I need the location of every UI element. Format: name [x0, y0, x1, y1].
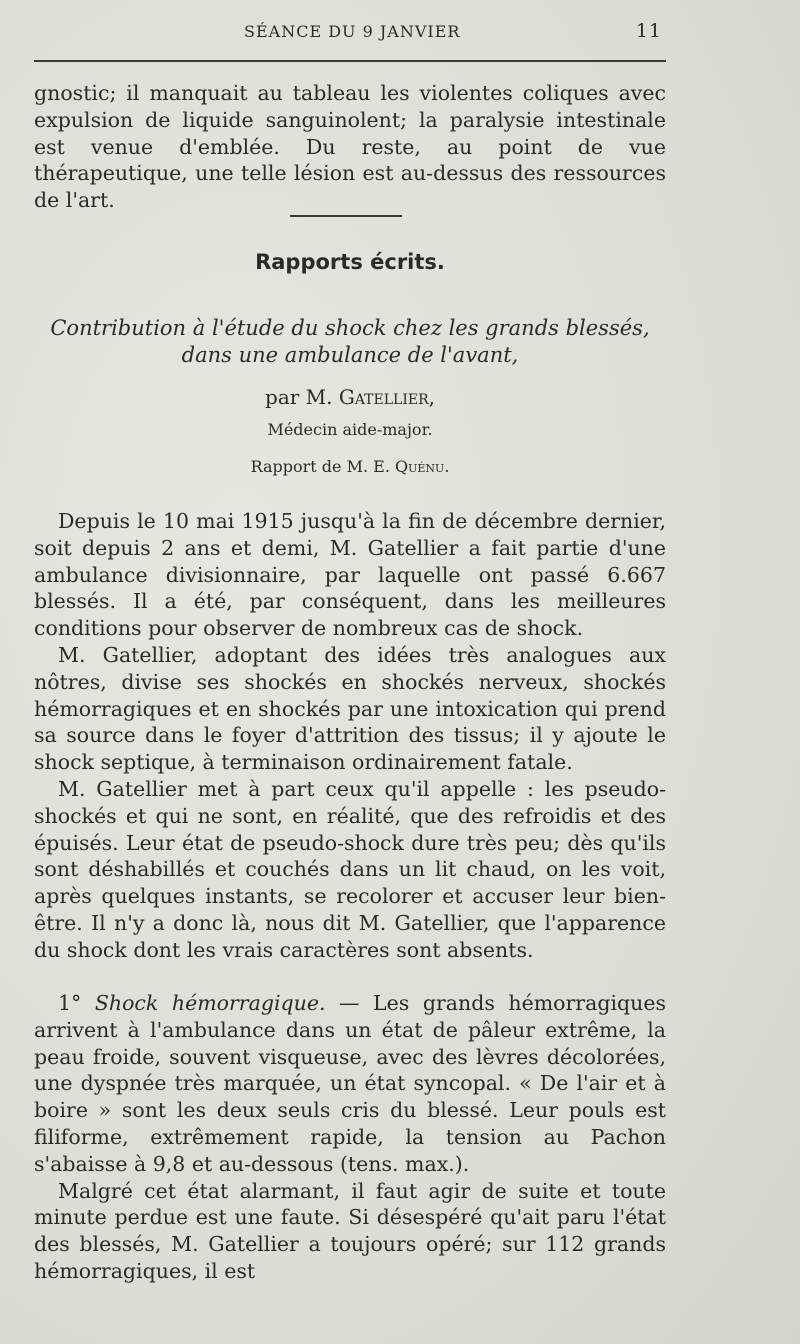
running-header [34, 20, 666, 50]
header-rule [34, 60, 666, 62]
byline-prefix: par M. [265, 385, 333, 409]
author-role: Médecin aide-major. [267, 420, 433, 439]
shock-heading: Shock hémorragique. [94, 991, 326, 1015]
shock-paragraph [34, 990, 666, 1178]
intro-paragraph: gnostic; il manquait au tableau les violentes coliques avec expulsion de liquide sanguinolent; la paralysie intestinale est venue d'emblée. Du reste, au point de vue thérapeutique, une telle lésion est au-dessus des ressources de l'art. [34, 81, 666, 213]
article-title [34, 315, 666, 369]
paragraph-1: Depuis le 10 mai 1915 jusqu'à la fin de décembre dernier, soit depuis 2 ans et demi, M. Gatellier a fait partie d'une ambulance divisionnaire, par laquelle ont passé 6.667 blessés. Il a été, par conséquent, dans les meilleures conditions pour observer de nombreux cas de shock. [34, 509, 666, 641]
paragraph-2: M. Gatellier, adoptant des idées très analogues aux nôtres, divise ses shockés en shockés nerveux, shockés hémorragiques et en shockés par une intoxication qui prend sa source dans le foyer d'attrition des tissus; il y ajoute le shock septique, à terminaison ordinairement fatale. [34, 642, 666, 775]
author-name: Gatellier, [338, 385, 435, 409]
reporter-name: Quénu. [395, 457, 450, 476]
section-divider [290, 215, 402, 217]
final-paragraph: Malgré cet état alarmant, il faut agir de suite et toute minute perdue est une faute. Si désespéré qu'ait paru l'état des blessés, M. Gatellier a toujours opéré; sur 112 grands hémorragiques, il est [34, 1178, 666, 1283]
byline [34, 385, 666, 409]
reporter-line [34, 457, 666, 476]
page-number: 11 [635, 20, 662, 42]
header-title: SÉANCE DU 9 JANVIER [244, 22, 461, 41]
article-title-line2: dans une ambulance de l'avant, [181, 343, 519, 367]
report-body [34, 508, 666, 964]
paragraph-3: M. Gatellier met à part ceux qu'il appelle : les pseudo-shockés et qui ne sont, en réalité, que des refroidis et des épuisés. Leur état de pseudo-shock dure très peu; dès qu'ils sont déshabillés et couchés dans un lit chaud, on les voit, après quelques instants, se recolorer et accuser leur bien-être. Il n'y a donc là, nous dit M. Gatellier, que l'apparence du shock dont les vrais caractères sont absents. [34, 776, 666, 962]
shock-text: — Les grands hémorragiques arrivent à l'ambulance dans un état de pâleur extrême, la peau froide, souvent visqueuse, avec des lèvres décolorées, une dyspnée très marquée, un état syncopal. « De l'air et à boire » sont les deux seuls cris du blessé. Leur pouls est filiforme, extrêmement rapide, la tension au Pachon s'abaisse à 9,8 et au-dessous (tens. max.). [34, 991, 666, 1176]
article-title-line1: Contribution à l'étude du shock chez les grands blessés, [50, 316, 650, 340]
reporter-prefix: Rapport de M. E. [250, 457, 390, 476]
shock-number: 1° [58, 991, 95, 1015]
section-title: Rapports écrits. [255, 250, 445, 274]
shock-section [34, 990, 666, 1285]
